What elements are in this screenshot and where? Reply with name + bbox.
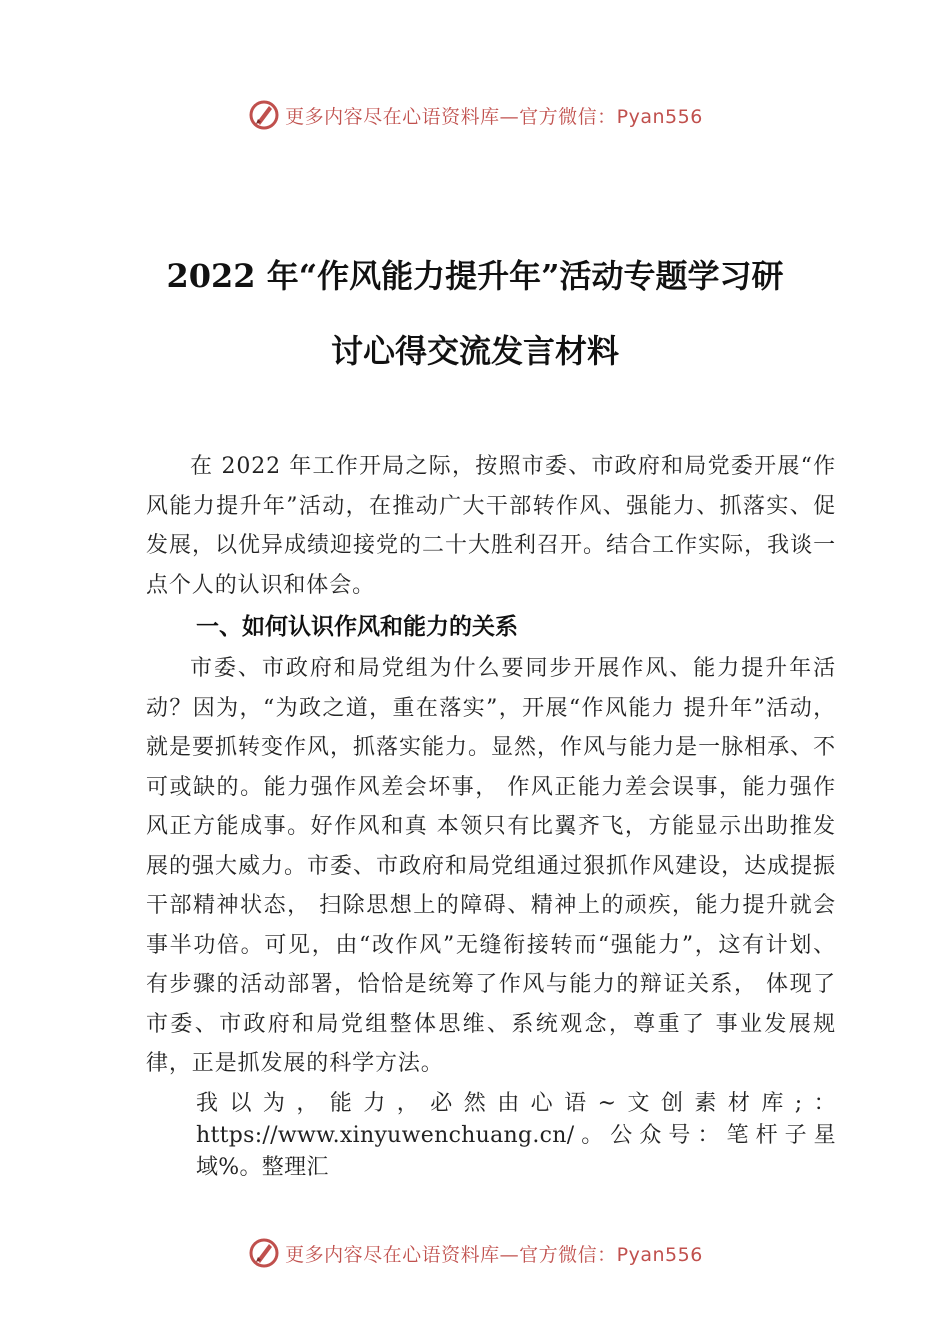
wechat-id: Pyan556 — [616, 1243, 703, 1266]
footer-banner — [0, 1233, 950, 1273]
wechat-id: Pyan556 — [616, 105, 703, 128]
pen-logo-icon — [247, 1236, 281, 1270]
document-body — [146, 447, 836, 1184]
header-banner — [0, 95, 950, 135]
document-title-line-2: 讨心得交流发言材料 — [330, 332, 619, 370]
section-1-paragraph: 市委、市政府和局党组为什么要同步开展作风、能力提升年活动？因为，“为政之道，重在落实”，开展“作风能力 提升年”活动，就是要抓转变作风，抓落实能力。显然，作风与能力是一脉相承、不可或缺的。能力强作风差会坏事， 作风正能力差会误事，能力强作风正方能成事。好作风和真 本领只有比翼齐飞，方能显示出助推发展的强大威力。市委、市政府和局党组通过狠抓作风建设，达成提振干部精神状态， 扫除思想上的障碍、精神上的顽疾，能力提升就会事半功倍。可见，由“改作风”无缝衔接转而“强能力”，这有计划、 有步骤的活动部署，恰恰是统筹了作风与能力的辩证关系， 体现了市委、市政府和局党组整体思维、系统观念，尊重了 事业发展规律，正是抓发展的科学方法。 — [146, 656, 836, 1076]
tail-paragraph: 我以为，能力，必然由心语~文创素材库;：https://www.xinyuwenchuang.cn/。公众号：笔杆子星域%。整理汇 — [196, 1090, 836, 1180]
pen-logo-icon — [247, 98, 281, 132]
section-heading-1: 一、如何认识作风和能力的关系 — [196, 614, 518, 640]
document-title-line-1: 2022 年“作风能力提升年”活动专题学习研 — [166, 257, 784, 295]
banner-text: 更多内容尽在心语资料库—官方微信：Pyan556 — [285, 105, 703, 128]
intro-paragraph: 在 2022 年工作开局之际，按照市委、市政府和局党委开展“作风能力提升年”活动，在推动广大干部转作风、强能力、抓落实、促发展，以优异成绩迎接党的二十大胜利召开。结合工作实际，我谈一点个人的认识和体会。 — [146, 454, 836, 598]
banner-text: 更多内容尽在心语资料库—官方微信：Pyan556 — [285, 1243, 703, 1266]
